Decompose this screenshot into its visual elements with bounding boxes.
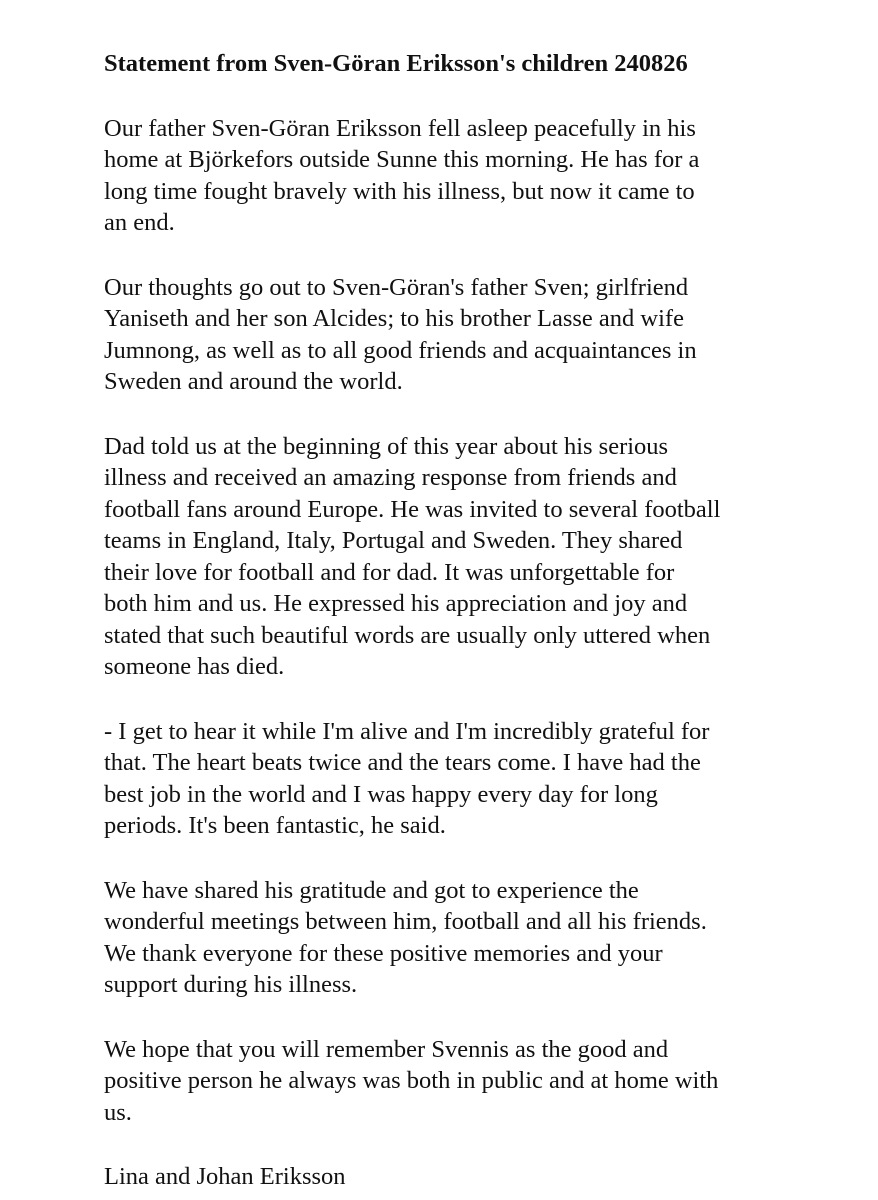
statement-document (104, 48, 864, 1193)
paragraph-remember: We hope that you will remember Svennis as the good and positive person he always was both in public and at home with us. (104, 1035, 719, 1126)
paragraph-illness-response: Dad told us at the beginning of this year about his serious illness and received an amazing response from friends and football fans around Europe. He was invited to several football teams in England, Italy, Portugal and Sweden. They shared their love for football and for dad. It was unforgettable for both him and us. He expressed his appreciation and joy and stated that such beautiful words are usually only uttered when someone has died. (104, 432, 721, 680)
paragraph-passing: Our father Sven-Göran Eriksson fell asleep peacefully in his home at Björkefors outside Sunne this morning. He has for a long time fought bravely with his illness, but now it came to an end. (104, 114, 700, 236)
signature: Lina and Johan Eriksson (104, 1163, 346, 1190)
statement-title: Statement from Sven-Göran Eriksson's children 240826 (104, 50, 688, 77)
paragraph-quote: - I get to hear it while I'm alive and I'm incredibly grateful for that. The heart beats twice and the tears come. I have had the best job in the world and I was happy every day for long periods. It's been fantastic, he said. (104, 717, 710, 839)
paragraph-thoughts: Our thoughts go out to Sven-Göran's father Sven; girlfriend Yaniseth and her son Alcides; to his brother Lasse and wife Jumnong, as well as to all good friends and acquaintances in Sweden and around the world. (104, 273, 697, 395)
paragraph-gratitude: We have shared his gratitude and got to experience the wonderful meetings between him, football and all his friends. We thank everyone for these positive memories and your support during his illness. (104, 876, 707, 998)
